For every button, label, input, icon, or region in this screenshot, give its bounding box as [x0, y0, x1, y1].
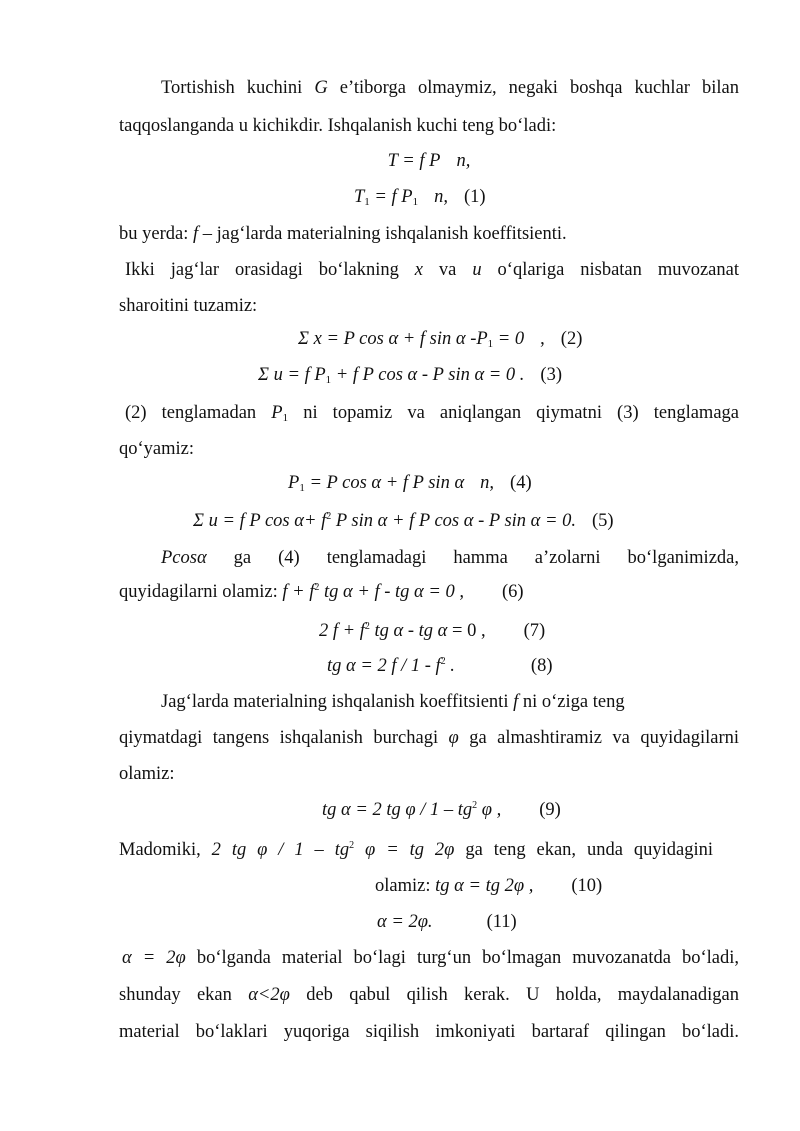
equation-3: Σ u = f $P_1 + f$ P cos α - P sin α = 0 . (3) — [258, 365, 562, 386]
paragraph-line: sharoitini tuzamiz: — [119, 296, 258, 316]
paragraph-line: bu yerda: f – jag‘larda materialning ishqalanish koeffitsienti. — [119, 224, 567, 244]
equation-9: tg α = 2 tg φ / $1 - tg^2$ φ , (9) — [322, 800, 561, 820]
equation-7: 2 $f + f^2$ tg α - tg α = 0 , (7) — [319, 621, 546, 641]
equation-1: $T_1 = f$ $P_1$ n, (1) — [354, 187, 486, 208]
equation-11: α = 2φ. (11) — [377, 912, 517, 932]
equation-5: Σ u = f P $\cos \alpha+ f^2$ P sin α + f P cos α - P sin α = 0. (5) — [193, 511, 614, 531]
paragraph-line: α = 2φ bo‘lganda material bo‘lagi turg‘un bo‘lmagan muvozanatda bo‘ladi, — [122, 948, 739, 968]
paragraph-line: Tortishish kuchini G e’tiborga olmaymiz, negaki boshqa kuchlar bilan — [161, 78, 739, 98]
equation-8: tg α = 2 f / $1 - f^2$ . (8) — [327, 656, 553, 676]
equation-2: Σ x = P cos α + f sin α $-P_1 = 0$ , (2) — [298, 329, 583, 350]
equation-number: (1) — [463, 187, 486, 207]
paragraph-line: qiymatdagi tangens ishqalanish burchagi φ ga almashtiramiz va quyidagilarni — [119, 728, 739, 748]
paragraph-line: shunday ekan α<2φ deb qabul qilish kerak. U holda, maydalanadigan — [119, 985, 739, 1005]
paragraph-line: qo‘yamiz: — [119, 439, 195, 459]
paragraph-line: Jag‘larda materialning ishqalanish koeffitsienti f ni o‘ziga teng — [161, 692, 625, 712]
equation-4: $P_1 = P$ cos α + f P sin α n, (4) — [288, 473, 532, 494]
equation-6: quyidagilarni olamiz: $f + f^2$ tg α + f - tg α = 0 , (6) — [119, 582, 524, 602]
paragraph-line: Madomiki, 2 tg φ / $1 - tg^2$ φ = tg 2φ ga teng ekan, unda quyidagini — [119, 840, 714, 860]
paragraph-line: (2) tenglamadan $P_1$ ni topamiz va aniqlangan qiymatni (3) tenglamaga — [125, 403, 739, 424]
equation-10: olamiz: tg α = tg 2φ , (10) — [375, 876, 603, 896]
equation-t: T = f P n, — [387, 151, 471, 171]
paragraph-line: Ikki jag‘lar orasidagi bo‘lakning x va u o‘qlariga nisbatan muvozanat — [125, 260, 739, 280]
paragraph-line: taqqoslanganda u kichikdir. Ishqalanish kuchi teng bo‘ladi: — [119, 116, 557, 136]
paragraph-line: Pcosα ga (4) tenglamadagi hamma a’zolarni bo‘lganimizda, — [161, 548, 739, 568]
paragraph-line: material bo‘laklari yuqoriga siqilish imkoniyati bartaraf qilingan bo‘ladi. — [119, 1022, 739, 1042]
paragraph-line: olamiz: — [119, 764, 175, 784]
